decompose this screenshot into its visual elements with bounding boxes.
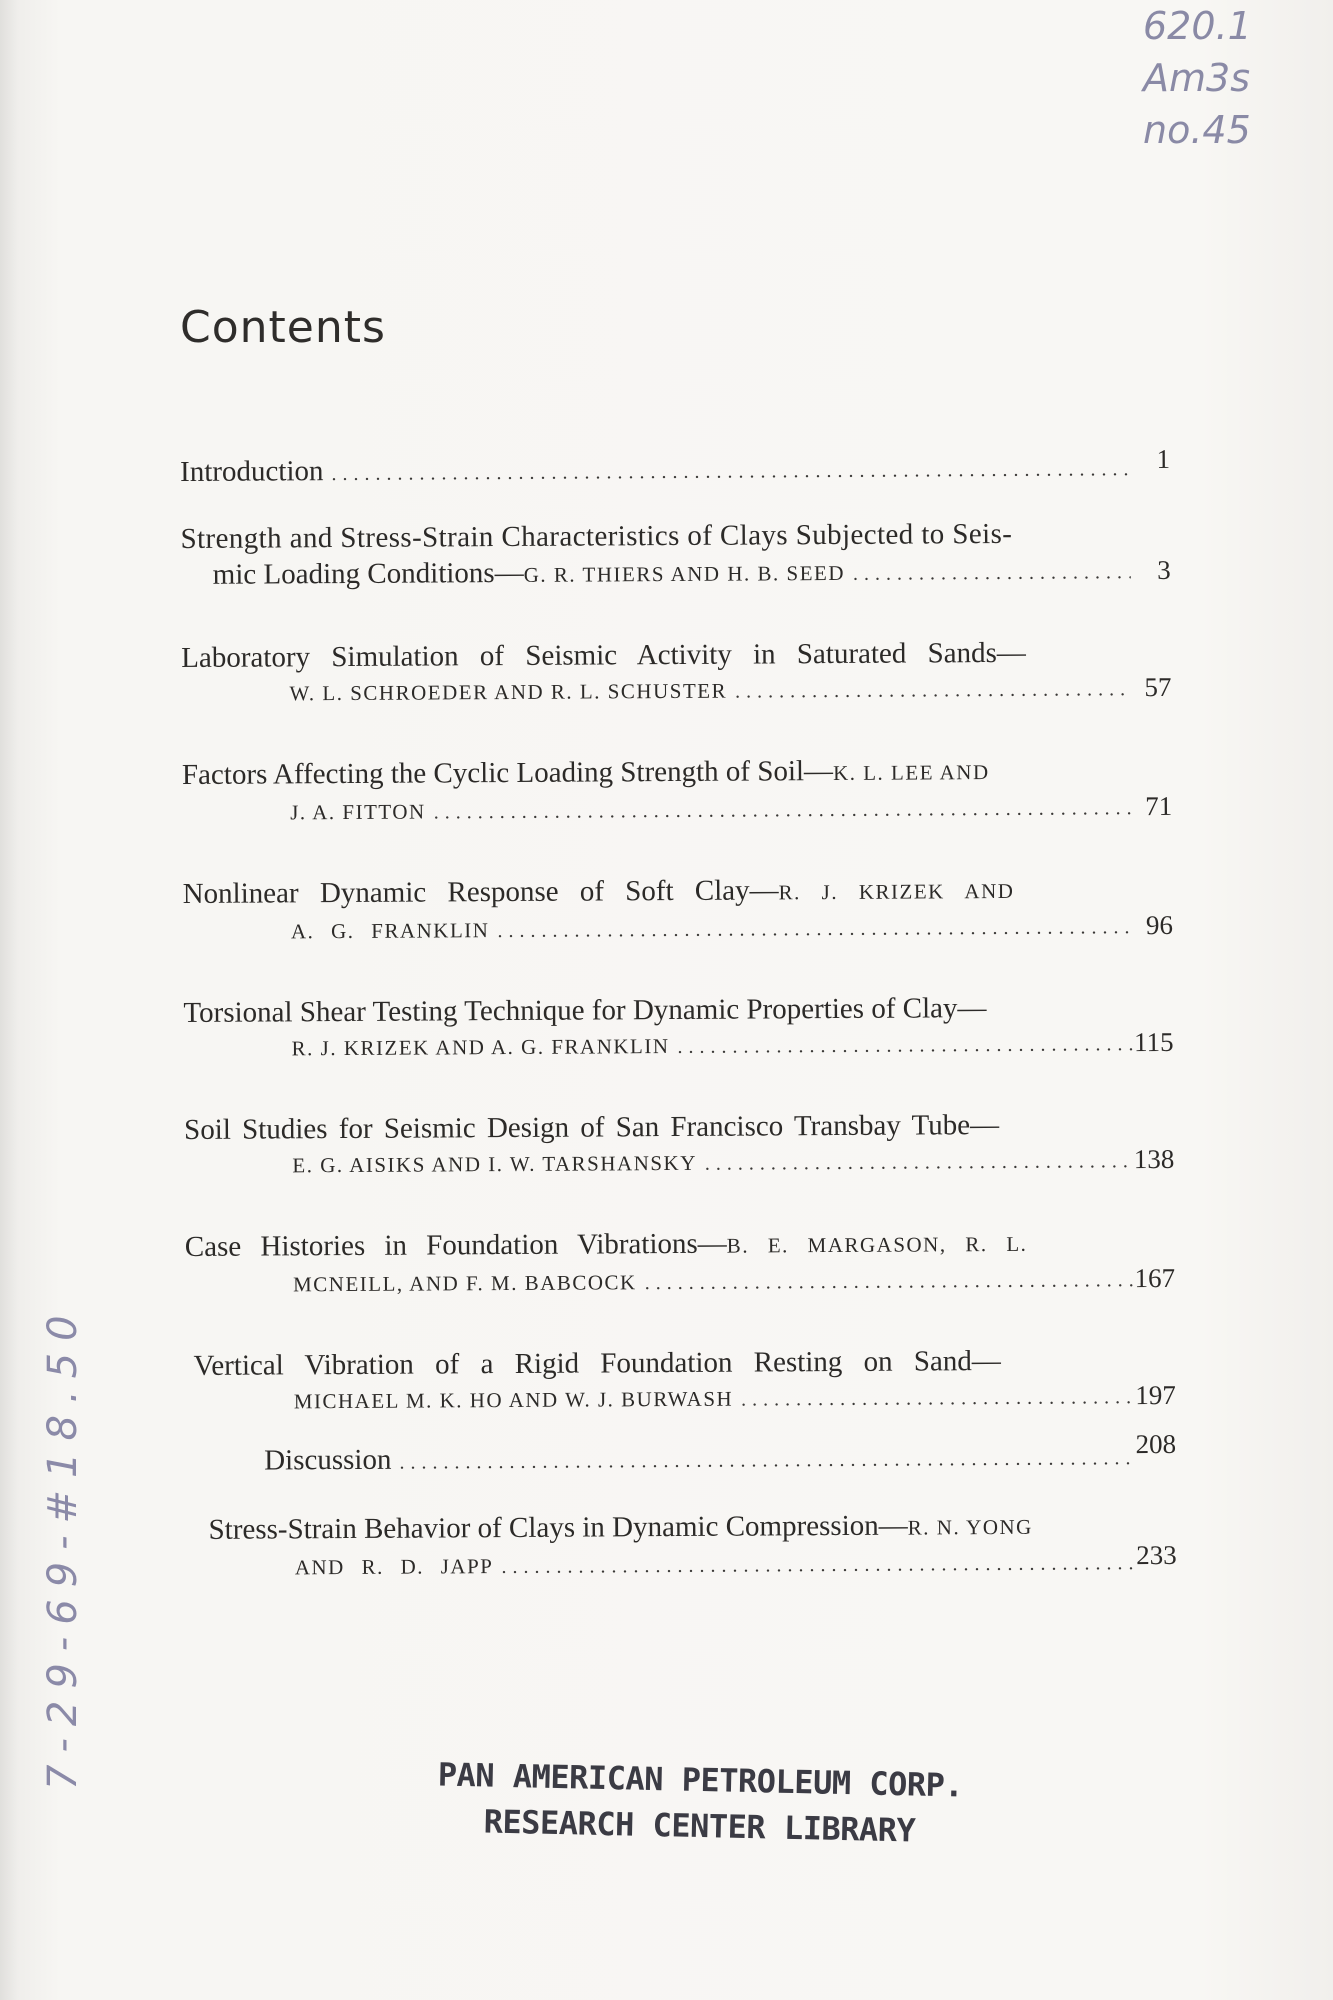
toc-line [185, 1223, 1185, 1267]
entry-authors: MICHAEL M. K. HO AND W. J. BURWASH [293, 1386, 734, 1414]
entry-authors: W. L. SCHROEDER AND R. L. SCHUSTER [289, 678, 728, 706]
entry-authors: J. A. FITTON [290, 799, 426, 825]
page-number: 167 [1134, 1262, 1176, 1294]
call-number-line: Am3s [1143, 56, 1250, 100]
toc-line [185, 1261, 1185, 1304]
leader-dots [501, 1545, 1137, 1585]
toc-line [181, 634, 1181, 676]
toc-entry [185, 1223, 1185, 1304]
toc-line [183, 870, 1183, 914]
entry-authors: E. G. AISIKS AND I. W. TARSHANSKY [292, 1150, 697, 1178]
entry-title: Stress-Strain Behavior of Clays in Dynamic Compression— [208, 1509, 908, 1546]
leader-dots [399, 1440, 1136, 1480]
entry-title: Torsional Shear Testing Technique for Dynamic Properties of Clay— [183, 992, 987, 1029]
entry-title: Vertical Vibration of a Rigid Foundation Resting on Sand— [193, 1345, 1001, 1382]
leader-dots [853, 554, 1131, 592]
stamp-line: RESEARCH CENTER LIBRARY [483, 1802, 916, 1850]
toc-entry [183, 870, 1183, 951]
toc-entry [180, 515, 1180, 596]
toc-line [184, 1142, 1184, 1185]
entry-authors: R. N. YONG [907, 1514, 1033, 1540]
entry-authors: R. J. KRIZEK AND [778, 878, 1015, 905]
entry-title: Factors Affecting the Cyclic Loading Strength of Soil— [181, 755, 834, 791]
stamp-line: PAN AMERICAN PETROLEUM CORP. [437, 1755, 964, 1805]
toc-line [182, 751, 1182, 795]
leader-dots [741, 1379, 1136, 1417]
toc-line [181, 551, 1181, 596]
toc-line [186, 1506, 1186, 1550]
toc-line [181, 670, 1181, 713]
leader-dots [497, 909, 1133, 949]
entry-title: mic Loading Conditions— [212, 556, 524, 591]
page-number: 197 [1135, 1379, 1176, 1411]
toc-line [186, 1437, 1186, 1482]
page-number: 96 [1145, 909, 1173, 941]
entry-authors: R. J. KRIZEK AND A. G. FRANKLIN [291, 1034, 670, 1061]
toc-entry [186, 1428, 1186, 1482]
entry-title: Case Histories in Foundation Vibrations— [184, 1227, 727, 1263]
toc-line [180, 448, 1180, 493]
toc-line [182, 789, 1182, 832]
entry-authors: A. G. FRANKLIN [290, 918, 490, 944]
entry-authors: B. E. MARGASON, R. L. [726, 1231, 1028, 1258]
page-number: 1 [1156, 443, 1171, 475]
toc-line [183, 908, 1183, 951]
toc-line [184, 1106, 1184, 1148]
entry-title: Soil Studies for Seismic Design of San Francisco Transbay Tube— [184, 1109, 1000, 1146]
handwritten-date-note: 7-29-69-#18.50 [40, 1303, 86, 1790]
entry-title: Discussion [264, 1443, 392, 1477]
page-title: Contents [180, 302, 386, 353]
leader-dots [677, 1026, 1133, 1065]
leader-dots [645, 1262, 1136, 1301]
entry-title: Strength and Stress-Strain Characteristics of Clays Subjected to Seis- [180, 517, 1013, 555]
toc-line [183, 989, 1183, 1031]
entry-authors: AND R. D. JAPP [294, 1554, 494, 1580]
toc-entry [181, 634, 1181, 713]
page-number: 233 [1136, 1539, 1177, 1571]
entry-title: Nonlinear Dynamic Response of Soft Clay— [182, 874, 779, 910]
toc-line [187, 1544, 1187, 1587]
table-of-contents [180, 443, 1187, 1587]
handwritten-call-number [1143, 0, 1313, 156]
library-stamp [419, 1751, 981, 1855]
entry-authors: MCNEILL, AND F. M. BABCOCK [293, 1270, 637, 1297]
call-number-line: 620.1 [1143, 4, 1252, 48]
toc-line [185, 1342, 1185, 1384]
toc-entry [180, 443, 1180, 493]
leader-dots [735, 671, 1132, 709]
toc-entry [186, 1506, 1186, 1587]
page-number: 3 [1157, 554, 1171, 586]
page-number: 57 [1144, 671, 1172, 703]
toc-entry [182, 751, 1182, 832]
entry-authors: G. R. THIERS AND H. B. SEED [523, 560, 846, 587]
leader-dots [705, 1143, 1135, 1182]
toc-line [186, 1378, 1186, 1421]
page-number: 138 [1133, 1143, 1175, 1175]
toc-entry [185, 1342, 1185, 1421]
leader-dots [331, 451, 1130, 492]
toc-entry [183, 989, 1183, 1068]
leader-dots [434, 790, 1133, 830]
entry-title: Laboratory Simulation of Seismic Activity in Saturated Sands— [181, 636, 1026, 674]
page-number: 115 [1134, 1026, 1174, 1058]
entry-authors: K. L. LEE AND [832, 760, 990, 786]
call-number-line: no.45 [1143, 108, 1251, 152]
page-number: 208 [1135, 1428, 1177, 1460]
toc-entry [184, 1106, 1184, 1185]
toc-line [180, 515, 1180, 557]
page-number: 71 [1145, 790, 1173, 822]
entry-title: Introduction [180, 455, 324, 488]
toc-line [184, 1025, 1184, 1068]
spine-shadow [0, 0, 18, 2000]
